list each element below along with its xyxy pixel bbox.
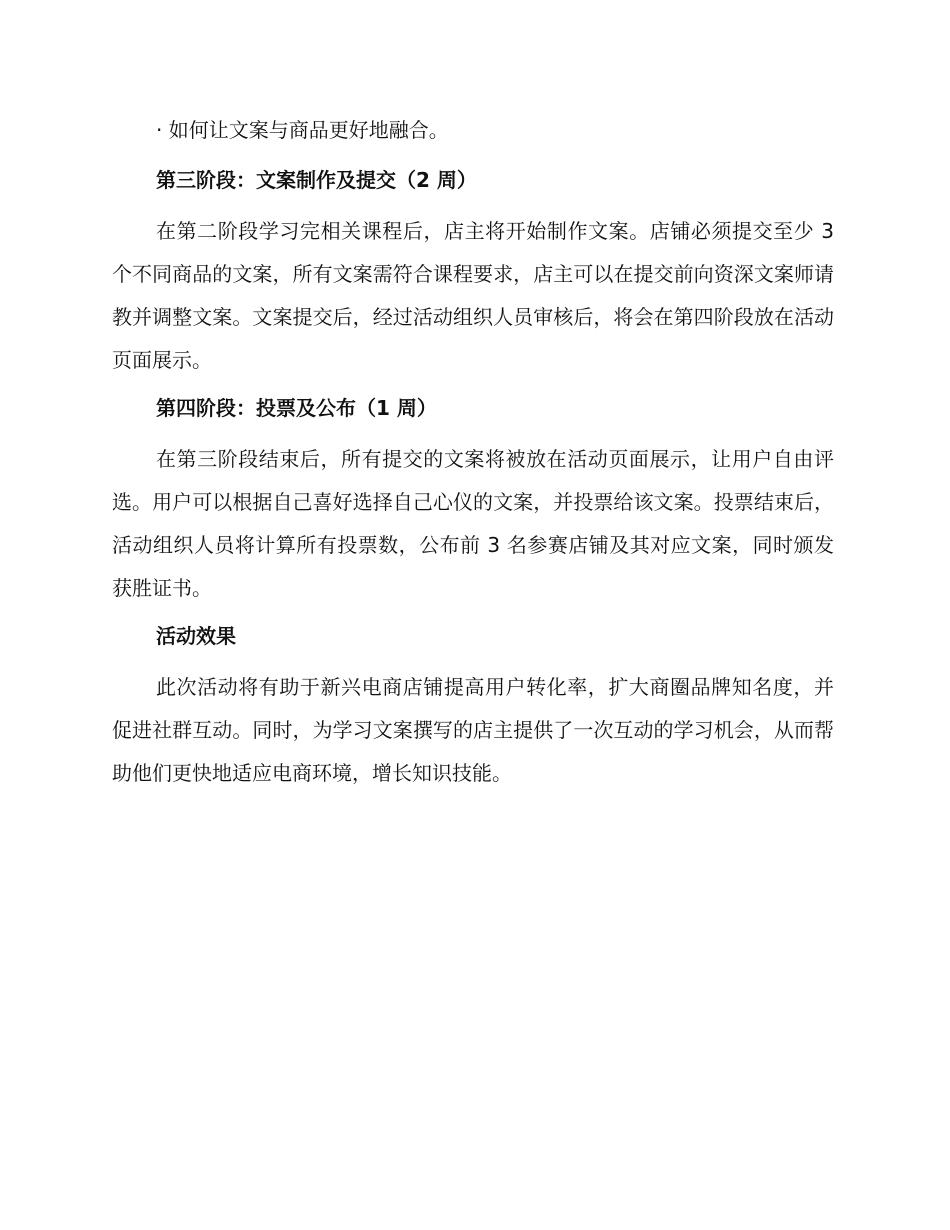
stage4-heading: 第四阶段：投票及公布（1 周） bbox=[156, 396, 437, 420]
stage3-heading: 第三阶段：文案制作及提交（2 周） bbox=[156, 168, 477, 192]
document-content bbox=[112, 110, 834, 801]
stage3-paragraph: 在第二阶段学习完相关课程后，店主将开始制作文案。店铺必须提交至少 3 个不同商品的文案，所有文案需符合课程要求，店主可以在提交前向资深文案师请教并调整文案。文案提交后，经过活动组织人员审核后，将会在第四阶段放在活动页面展示。 bbox=[112, 219, 834, 372]
stage4-paragraph: 在第三阶段结束后，所有提交的文案将被放在活动页面展示，让用户自由评选。用户可以根据自己喜好选择自己心仪的文案，并投票给该文案。投票结束后，活动组织人员将计算所有投票数，公布前 3 名参赛店铺及其对应文案，同时颁发获胜证书。 bbox=[112, 447, 834, 600]
effect-paragraph: 此次活动将有助于新兴电商店铺提高用户转化率，扩大商圈品牌知名度，并促进社群互动。同时，为学习文案撰写的店主提供了一次互动的学习机会，从而帮助他们更快地适应电商环境，增长知识技能。 bbox=[112, 675, 834, 785]
bullet-item: · 如何让文案与商品更好地融合。 bbox=[156, 118, 449, 142]
effect-heading: 活动效果 bbox=[156, 624, 236, 648]
